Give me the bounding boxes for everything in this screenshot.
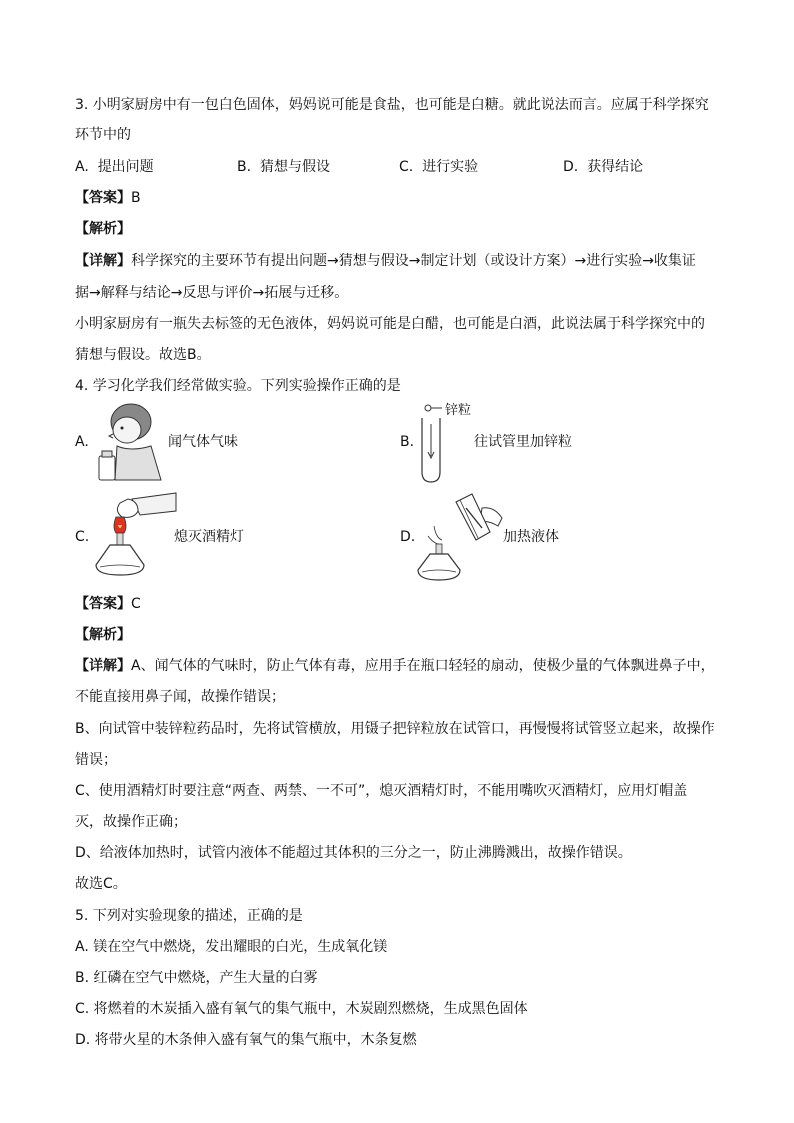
q4-option-a-letter: A.: [75, 434, 89, 450]
q3-option-c: C. 进行实验: [399, 159, 479, 175]
q4-detail-line4: 错误；: [75, 752, 117, 768]
q4-option-c-caption: 熄灭酒精灯: [174, 529, 244, 545]
q4-option-a-caption: 闻气体气味: [168, 434, 238, 450]
q4-detail-line1: 【详解】A、闻气体的气味时，防止气体有毒，应用手在瓶口轻轻的扇动，使极少量的气体飘进鼻子中，: [75, 658, 715, 674]
q4-option-b-caption: 往试管里加锌粒: [474, 434, 572, 450]
q5-stem: 5. 下列对实验现象的描述，正确的是: [75, 908, 303, 924]
q4-stem: 4. 学习化学我们经常做实验。下列实验操作正确的是: [75, 378, 401, 394]
zinc-granule-label: 锌粒: [445, 403, 472, 418]
smelling-gas-figure: [95, 400, 167, 482]
q4-detail-line5: C、使用酒精灯时要注意“两查、两禁、一不可”，熄灭酒精灯时，不能用嘴吹灭酒精灯，应用灯帽盖: [75, 783, 688, 799]
q3-option-a: A. 提出问题: [75, 159, 154, 175]
q3-answer: 【答案】B: [75, 190, 141, 206]
q5-option-c: C. 将燃着的木炭插入盛有氧气的集气瓶中，木炭剧烈燃烧，生成黑色固体: [75, 1001, 528, 1017]
q4-analysis-tag: 【解析】: [75, 627, 131, 643]
q4-detail-line3: B、向试管中装锌粒药品时，先将试管横放，用镊子把锌粒放在试管口，再慢慢将试管竖立起来，故操作: [75, 721, 715, 737]
q4-option-c-letter: C.: [75, 529, 90, 545]
q3-analysis-tag: 【解析】: [75, 221, 131, 237]
q3-stem-line1: 3. 小明家厨房中有一包白色固体，妈妈说可能是食盐，也可能是白糖。就此说法而言。应属于科学探究: [75, 97, 709, 113]
q3-detail-line1: 【详解】科学探究的主要环节有提出问题→猜想与假设→制定计划（或设计方案）→进行实验→收集证: [75, 253, 696, 269]
q5-option-d: D. 将带火星的木条伸入盛有氧气的集气瓶中，木条复燃: [75, 1032, 417, 1048]
alcohol-lamp-cap-figure: [92, 487, 177, 581]
q4-detail-line8: 故选C。: [75, 876, 127, 892]
q4-option-d-letter: D.: [400, 529, 416, 545]
q3-stem-line2: 环节中的: [75, 127, 131, 143]
heating-liquid-figure: [420, 490, 504, 582]
q4-option-b-letter: B.: [400, 434, 415, 450]
q5-option-a: A. 镁在空气中燃烧，发出耀眼的白光，生成氧化镁: [75, 939, 388, 955]
q3-option-d: D. 获得结论: [563, 159, 644, 175]
q4-detail-line7: D、给液体加热时，试管内液体不能超过其体积的三分之一，防止沸腾溅出，故操作错误。: [75, 845, 632, 861]
q4-detail-line2: 不能直接用鼻子闻，故操作错误；: [75, 689, 285, 705]
q3-option-b: B. 猜想与假设: [237, 159, 330, 175]
q4-answer: 【答案】C: [75, 596, 141, 612]
q3-detail-line2: 据→解释与结论→反思与评价→拓展与迁移。: [75, 285, 349, 301]
q5-option-b: B. 红磷在空气中燃烧，产生大量的白雾: [75, 970, 318, 986]
q4-detail-line6: 灭，故操作正确；: [75, 814, 187, 830]
q4-option-d-caption: 加热液体: [503, 529, 559, 545]
q3-detail-line3: 小明家厨房有一瓶失去标签的无色液体，妈妈说可能是白醋，也可能是白酒，此说法属于科学探究中的: [75, 316, 705, 332]
q3-detail-line4: 猜想与假设。故选B。: [75, 347, 211, 363]
